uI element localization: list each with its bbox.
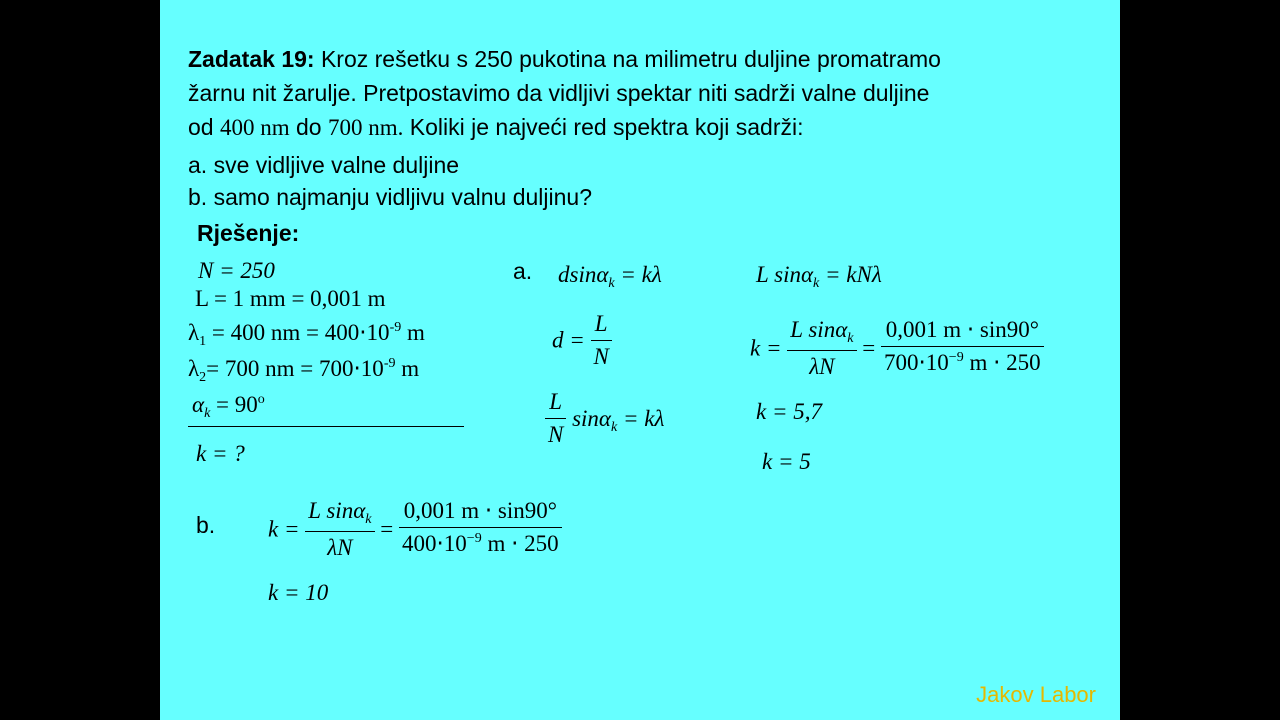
problem-text: do <box>289 114 328 140</box>
eq-text: 700⋅10 <box>883 350 949 375</box>
eq-text: sinα <box>572 405 612 431</box>
result-b: k = 10 <box>268 580 329 605</box>
eq-text: = kλ <box>614 262 662 287</box>
problem-text: Koliki je najveći red spektra koji sadrži: <box>403 114 804 140</box>
denominator: λN <box>809 354 835 379</box>
fraction <box>787 314 856 383</box>
problem-line-1 <box>188 42 1088 76</box>
author-footer: Jakov Labor <box>976 682 1096 707</box>
numerator: 0,001 m ⋅ sin90° <box>399 495 562 528</box>
eq-text: m ⋅ 250 <box>481 531 559 556</box>
k-equation-a <box>750 314 1044 383</box>
eq-text: L sinα <box>308 498 366 523</box>
eq-text: L sinα <box>756 262 814 287</box>
substituted-equation <box>545 386 664 451</box>
given-lambda1 <box>188 320 425 349</box>
exponent: −9 <box>948 350 964 365</box>
slide <box>160 0 1120 720</box>
numerator <box>305 495 374 532</box>
given-lambda2 <box>188 356 420 385</box>
subscript: k <box>847 331 854 346</box>
given-alpha <box>192 392 265 421</box>
fraction <box>545 386 566 451</box>
subscript: 1 <box>199 334 207 349</box>
lambda-symbol: λ <box>188 320 200 345</box>
subscript: k <box>608 276 615 291</box>
eq-text: k = <box>268 516 306 542</box>
part-b-label: b. <box>196 512 216 538</box>
eq-text: = <box>856 335 881 361</box>
fraction <box>399 495 562 564</box>
eq-text: = kNλ <box>819 262 882 287</box>
fraction <box>591 308 612 373</box>
given-lambda1-value: = 400 nm = 400⋅10 <box>206 320 390 345</box>
option-b: b. samo najmanju vidljivu valnu duljinu? <box>188 184 593 210</box>
subscript: k <box>611 419 618 435</box>
subscript: 2 <box>199 370 207 385</box>
result-a: k = 5 <box>762 449 811 474</box>
denominator: N <box>593 344 609 369</box>
result-a-exact: k = 5,7 <box>756 399 822 424</box>
given-divider <box>188 426 464 427</box>
denominator <box>399 528 562 564</box>
eq-text: dsinα <box>558 262 609 287</box>
eq-text: k = <box>750 335 788 361</box>
denominator <box>881 347 1044 383</box>
subscript: k <box>365 512 372 527</box>
given-l: L = 1 mm = 0,001 m <box>195 286 386 311</box>
exponent: -9 <box>383 356 396 371</box>
eq-text: = kλ <box>617 405 665 431</box>
problem-line-3 <box>188 110 1088 145</box>
given-n: N = 250 <box>198 258 275 283</box>
subscript: k <box>813 276 820 291</box>
numerator <box>787 314 856 351</box>
given-lambda2-value: = 700 nm = 700⋅10 <box>206 356 384 381</box>
exponent: −9 <box>466 531 482 546</box>
wavelength-max: 700 nm. <box>328 115 404 140</box>
problem-text: Kroz rešetku s 250 pukotina na milimetru duljine promatramo <box>314 46 941 72</box>
unit: m <box>395 356 420 381</box>
part-a-label: a. <box>513 258 533 284</box>
k-equation-b <box>268 495 562 564</box>
numerator: L <box>591 308 612 341</box>
problem-line-2: žarnu nit žarulje. Pretpostavimo da vidljivi spektar niti sadrži valne duljine <box>188 80 930 106</box>
eq-text: m ⋅ 250 <box>963 350 1041 375</box>
solution-heading: Rješenje: <box>197 220 300 246</box>
unit: m <box>401 320 425 345</box>
lsin-equation <box>756 262 882 291</box>
problem-text: od <box>188 114 220 140</box>
problem-heading: Zadatak 19: <box>188 46 315 72</box>
wavelength-min: 400 nm <box>219 115 290 140</box>
subscript: k <box>204 406 211 421</box>
d-equation <box>552 308 612 373</box>
eq-text: = <box>374 516 399 542</box>
problem-statement <box>188 42 1088 213</box>
denominator: N <box>548 422 564 447</box>
numerator: 0,001 m ⋅ sin90° <box>881 314 1044 347</box>
fraction <box>305 495 374 564</box>
exponent: o <box>257 392 265 407</box>
option-a: a. sve vidljive valne duljine <box>188 152 460 178</box>
numerator: L <box>545 386 566 419</box>
exponent: -9 <box>389 320 402 335</box>
denominator: λN <box>327 535 353 560</box>
eq-text: d = <box>552 327 591 353</box>
given-alpha-value: = 90 <box>210 392 258 417</box>
alpha-symbol: α <box>192 392 205 417</box>
given-unknown: k = ? <box>196 441 245 466</box>
lambda-symbol: λ <box>188 356 200 381</box>
fraction <box>881 314 1044 383</box>
eq-text: 400⋅10 <box>401 531 467 556</box>
eq-text: L sinα <box>790 317 848 342</box>
grating-equation <box>558 262 662 291</box>
